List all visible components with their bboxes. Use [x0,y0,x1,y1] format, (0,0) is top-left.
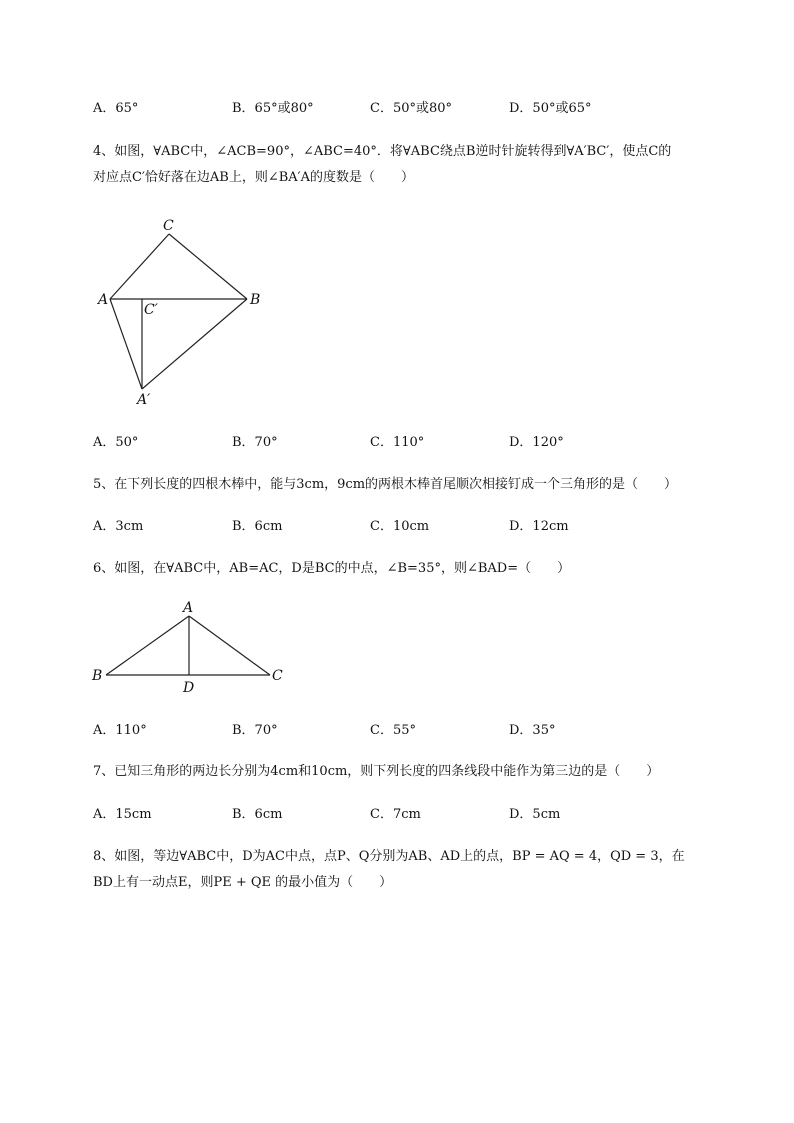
label-a: A [98,292,109,308]
q7-option-b[interactable]: B．6cm [232,807,283,822]
label-c: C [272,668,283,684]
q3-option-c[interactable]: C．50°或80° [370,101,453,116]
label-b: B [250,292,261,308]
q5-option-d[interactable]: D．12cm [509,519,569,534]
q4-stem-line1: 4、如图，∀ABC中，∠ACB=90°，∠ABC=40°．将∀ABC绕点B逆时针旋转得到∀A′BC′，使点C的 [93,144,672,159]
q5-option-b[interactable]: B．6cm [232,519,283,534]
q6-stem: 6、如图，在∀ABC中，AB=AC，D是BC的中点，∠B=35°，则∠BAD=（ ） [93,561,571,576]
label-a-prime: A′ [137,392,151,408]
q6-option-a[interactable]: A．110° [93,723,147,738]
q6-isosceles-figure [88,598,298,698]
q4-option-c[interactable]: C．110° [370,435,425,450]
q7-option-c[interactable]: C．7cm [370,807,421,822]
segment-ac [110,234,169,299]
q8-stem-line1: 8、如图，等边∀ABC中，D为AC中点，点P、Q分别为AB、AD上的点，BP = AQ = 4，QD = 3，在 [93,849,685,864]
q6-option-b[interactable]: B．70° [232,723,278,738]
q4-rotation-figure [90,210,280,410]
segment-ab [106,616,189,675]
q5-stem: 5、在下列长度的四根木棒中，能与3cm，9cm的两根木棒首尾顺次相接钉成一个三角形的是（ ） [93,477,678,492]
segment-cb [169,234,247,299]
q4-option-b[interactable]: B．70° [232,435,278,450]
label-c: C [163,218,174,234]
q5-option-c[interactable]: C．10cm [370,519,430,534]
label-d: D [183,680,195,696]
q8-stem-line2: BD上有一动点E，则PE + QE 的最小值为（ ） [93,875,393,890]
q4-stem-line2: 对应点C′恰好落在边AB上，则∠BA′A的度数是（ ） [93,170,415,185]
q3-option-d[interactable]: D．50°或65° [509,101,592,116]
q5-option-a[interactable]: A．3cm [93,519,144,534]
q6-option-d[interactable]: D．35° [509,723,556,738]
q3-option-b[interactable]: B．65°或80° [232,101,314,116]
q7-stem: 7、已知三角形的两边长分别为4cm和10cm，则下列长度的四条线段中能作为第三边的是（ ） [93,764,660,779]
q4-option-d[interactable]: D．120° [509,435,564,450]
segment-ac [189,616,270,675]
q7-option-d[interactable]: D．5cm [509,807,561,822]
q7-option-a[interactable]: A．15cm [93,807,152,822]
label-a: A [183,600,194,616]
segment-aa2 [110,299,142,389]
label-c-prime: C′ [144,302,158,318]
label-b: B [92,668,103,684]
q3-option-a[interactable]: A．65° [93,101,139,116]
q4-option-a[interactable]: A．50° [93,435,139,450]
q6-option-c[interactable]: C．55° [370,723,416,738]
